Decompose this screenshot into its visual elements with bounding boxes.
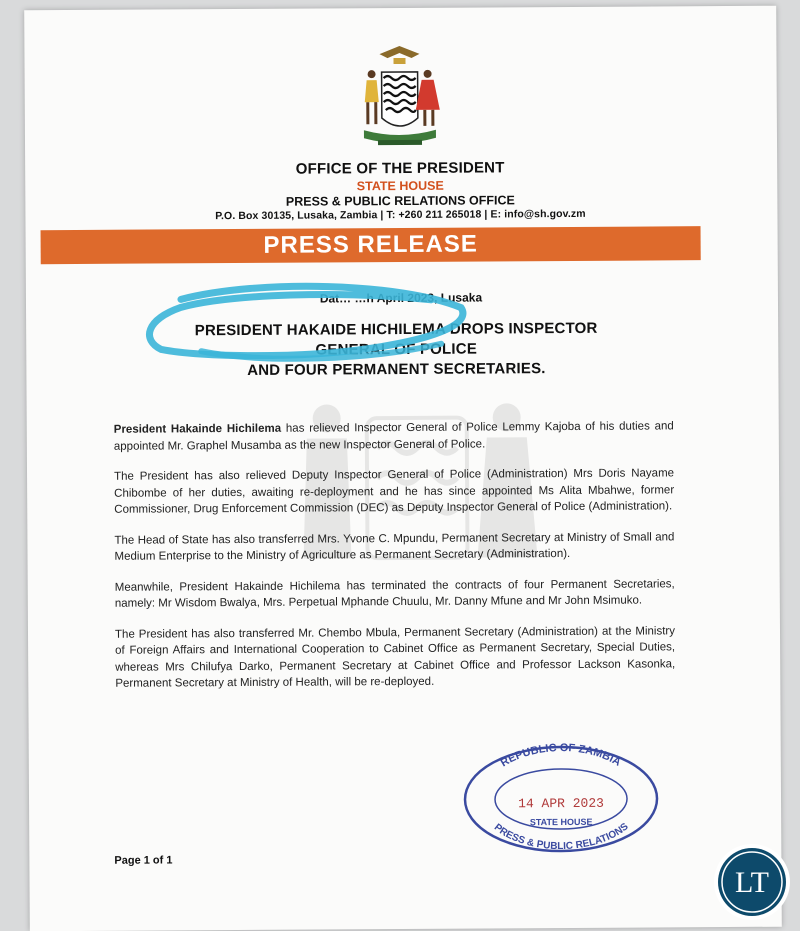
paragraph-4: Meanwhile, President Hakainde Hichilema has terminated the contracts of four Permanent Secretaries, namely: Mr Wisdom Bwalya, Mrs. Perpetual Mphande Chuulu, Mr. Danny Mfune and Mr John Msimuko.: [114, 577, 675, 610]
title-line-1: PRESIDENT HAKAIDE HICHILEMA DROPS INSPECTOR: [194, 319, 598, 340]
state-house-heading: STATE HOUSE: [356, 178, 444, 194]
paragraph-1-lead: President Hakainde Hichilema: [113, 422, 282, 436]
marker-scribble: [141, 278, 472, 380]
svg-text:REPUBLIC OF ZAMBIA: [499, 742, 623, 769]
press-office-heading: PRESS & PUBLIC RELATIONS OFFICE: [285, 193, 515, 209]
stamp-top-text: REPUBLIC OF ZAMBIA: [498, 742, 623, 770]
press-release-document: [24, 6, 782, 931]
logo-text: LT: [735, 866, 769, 899]
release-body: [114, 418, 676, 706]
date-line: Dat… …h April 2023, Lusaka: [319, 290, 483, 306]
contact-line: P.O. Box 30135, Lusaka, Zambia | T: +260 211 265018 | E: info@sh.gov.zm: [215, 207, 586, 223]
lt-logo: [712, 842, 792, 922]
stamp-bottom-text: PRESS & PUBLIC RELATIONS: [491, 821, 631, 853]
stamp-date: 14 APR 2023: [518, 795, 605, 812]
coat-of-arms-emblem: [349, 44, 450, 155]
paragraph-1: [114, 418, 674, 454]
title-line-2: GENERAL OF POLICE: [315, 340, 478, 359]
paragraph-1-text: has relieved Inspector General of Police Lemmy Kajoba of his duties and appointed Mr. Graphel Musamba as the new Inspector General of Police.: [113, 420, 674, 453]
page-number: Page 1 of 1: [114, 854, 173, 867]
office-heading: OFFICE OF THE PRESIDENT: [295, 159, 505, 178]
official-stamp: [461, 742, 662, 855]
title-line-3: AND FOUR PERMANENT SECRETARIES.: [247, 360, 546, 379]
paragraph-5: The President has also transferred Mr. Chembo Mbula, Permanent Secretary (Administration) at the Ministry of Foreign Affairs and International Cooperation to Cabinet Office as Permanent Secretary, Special Duties, whereas Mrs Chilufya Darko, Permanent Secretary at Cabinet Office and Professor Lackson Kasonka, Permanent Secretary at Ministry of Health, will be re-deployed.: [114, 624, 676, 690]
paragraph-2: The President has also relieved Deputy Inspector General of Police (Administration) Mrs Doris Nayame Chibombe of her duties, awaiting re-deployment and he has since appointed Ms Alita Mbahwe, former Commissioner, Drug Enforcement Commission (DEC) as Deputy Inspector General of Police (Administration).: [114, 467, 675, 516]
press-release-banner: PRESS RELEASE: [41, 226, 701, 264]
stamp-office: STATE HOUSE: [529, 816, 593, 828]
paragraph-3: The Head of State has also transferred Mrs. Yvone C. Mpundu, Permanent Secretary at Ministry of Small and Medium Enterprise to the Ministry of Agriculture as Permanent Secretary (Administration).: [114, 530, 675, 563]
